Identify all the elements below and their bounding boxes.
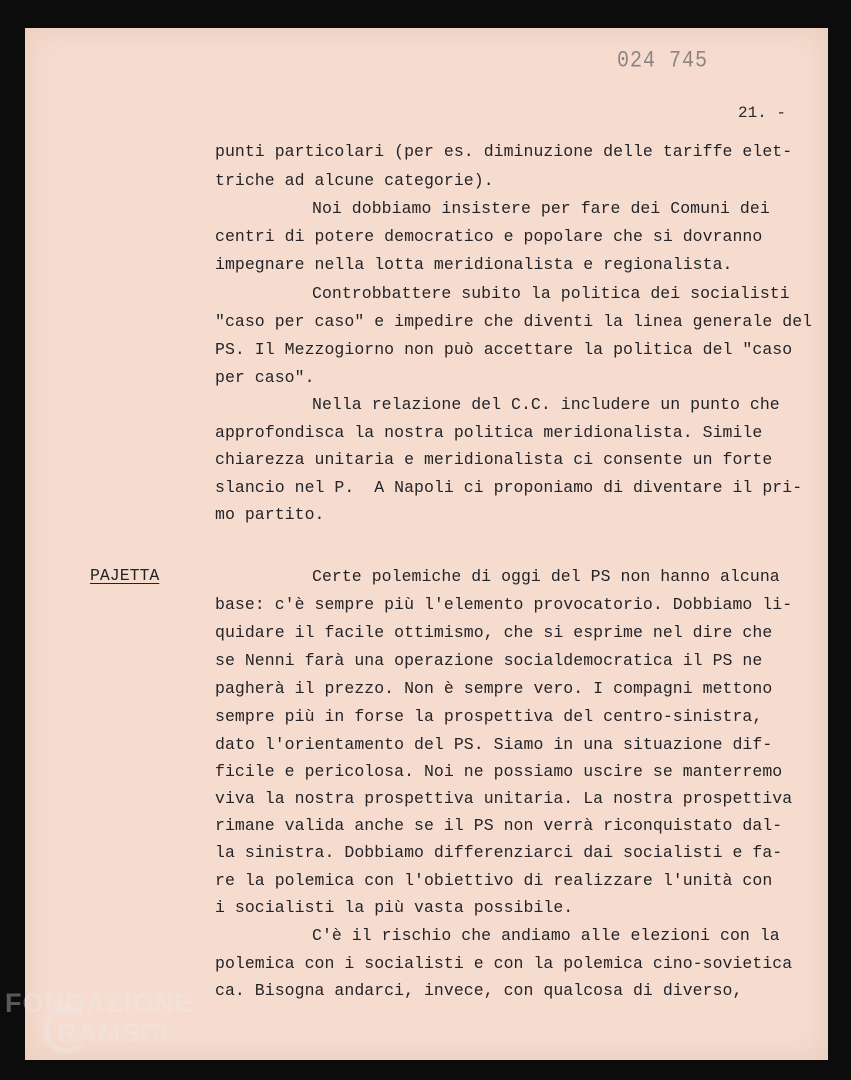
text-line: centri di potere democratico e popolare che si dovranno [215,227,763,246]
text-line: quidare il facile ottimismo, che si esprime nel dire che [215,623,773,642]
text-line: i socialisti la più vasta possibile. [215,898,574,917]
text-line: triche ad alcune categorie). [215,171,494,190]
text-line: ca. Bisogna andarci, invece, con qualcosa di diverso, [215,981,743,1000]
text-line: dato l'orientamento del PS. Siamo in una situazione dif- [215,735,773,754]
text-line: punti particolari (per es. diminuzione delle tariffe elet- [215,142,793,161]
text-line: sempre più in forse la prospettiva del centro-sinistra, [215,707,763,726]
watermark-line-1: FONDAZIONE [5,988,194,1018]
text-line: rimane valida anche se il PS non verrà riconquistato dal- [215,816,783,835]
speaker-name: PAJETTA [90,566,160,585]
text-line: se Nenni farà una operazione socialdemocratica il PS ne [215,651,763,670]
text-line: chiarezza unitaria e meridionalista ci consente un forte [215,450,773,469]
text-line: "caso per caso" e impedire che diventi la linea generale del [215,312,813,331]
page-number: 21. - [738,104,787,122]
text-line: per caso". [215,368,315,387]
text-line: approfondisca la nostra politica meridionalista. Simile [215,423,763,442]
text-line: PS. Il Mezzogiorno non può accettare la politica del "caso [215,340,793,359]
watermark-line-2: RAMSCI [57,1018,170,1048]
text-line: Noi dobbiamo insistere per fare dei Comuni dei [312,199,770,218]
fondazione-gramsci-watermark [5,988,215,1068]
archive-number: 024 745 [617,48,709,75]
text-line: Certe polemiche di oggi del PS non hanno alcuna [312,567,780,586]
text-line: Controbbattere subito la politica dei socialisti [312,284,790,303]
text-line: mo partito. [215,505,325,524]
text-line: viva la nostra prospettiva unitaria. La nostra prospettiva [215,789,793,808]
text-line: polemica con i socialisti e con la polemica cino-sovietica [215,954,793,973]
text-line: ficile e pericolosa. Noi ne possiamo uscire se manterremo [215,762,783,781]
text-line: C'è il rischio che andiamo alle elezioni con la [312,926,780,945]
text-line: pagherà il prezzo. Non è sempre vero. I compagni mettono [215,679,773,698]
text-line: slancio nel P. A Napoli ci proponiamo di diventare il pri- [215,478,803,497]
text-line: la sinistra. Dobbiamo differenziarci dai socialisti e fa- [215,843,783,862]
text-line: base: c'è sempre più l'elemento provocatorio. Dobbiamo li- [215,595,793,614]
text-line: re la polemica con l'obiettivo di realizzare l'unità con [215,871,773,890]
text-line: impegnare nella lotta meridionalista e regionalista. [215,255,733,274]
text-line: Nella relazione del C.C. includere un punto che [312,395,780,414]
